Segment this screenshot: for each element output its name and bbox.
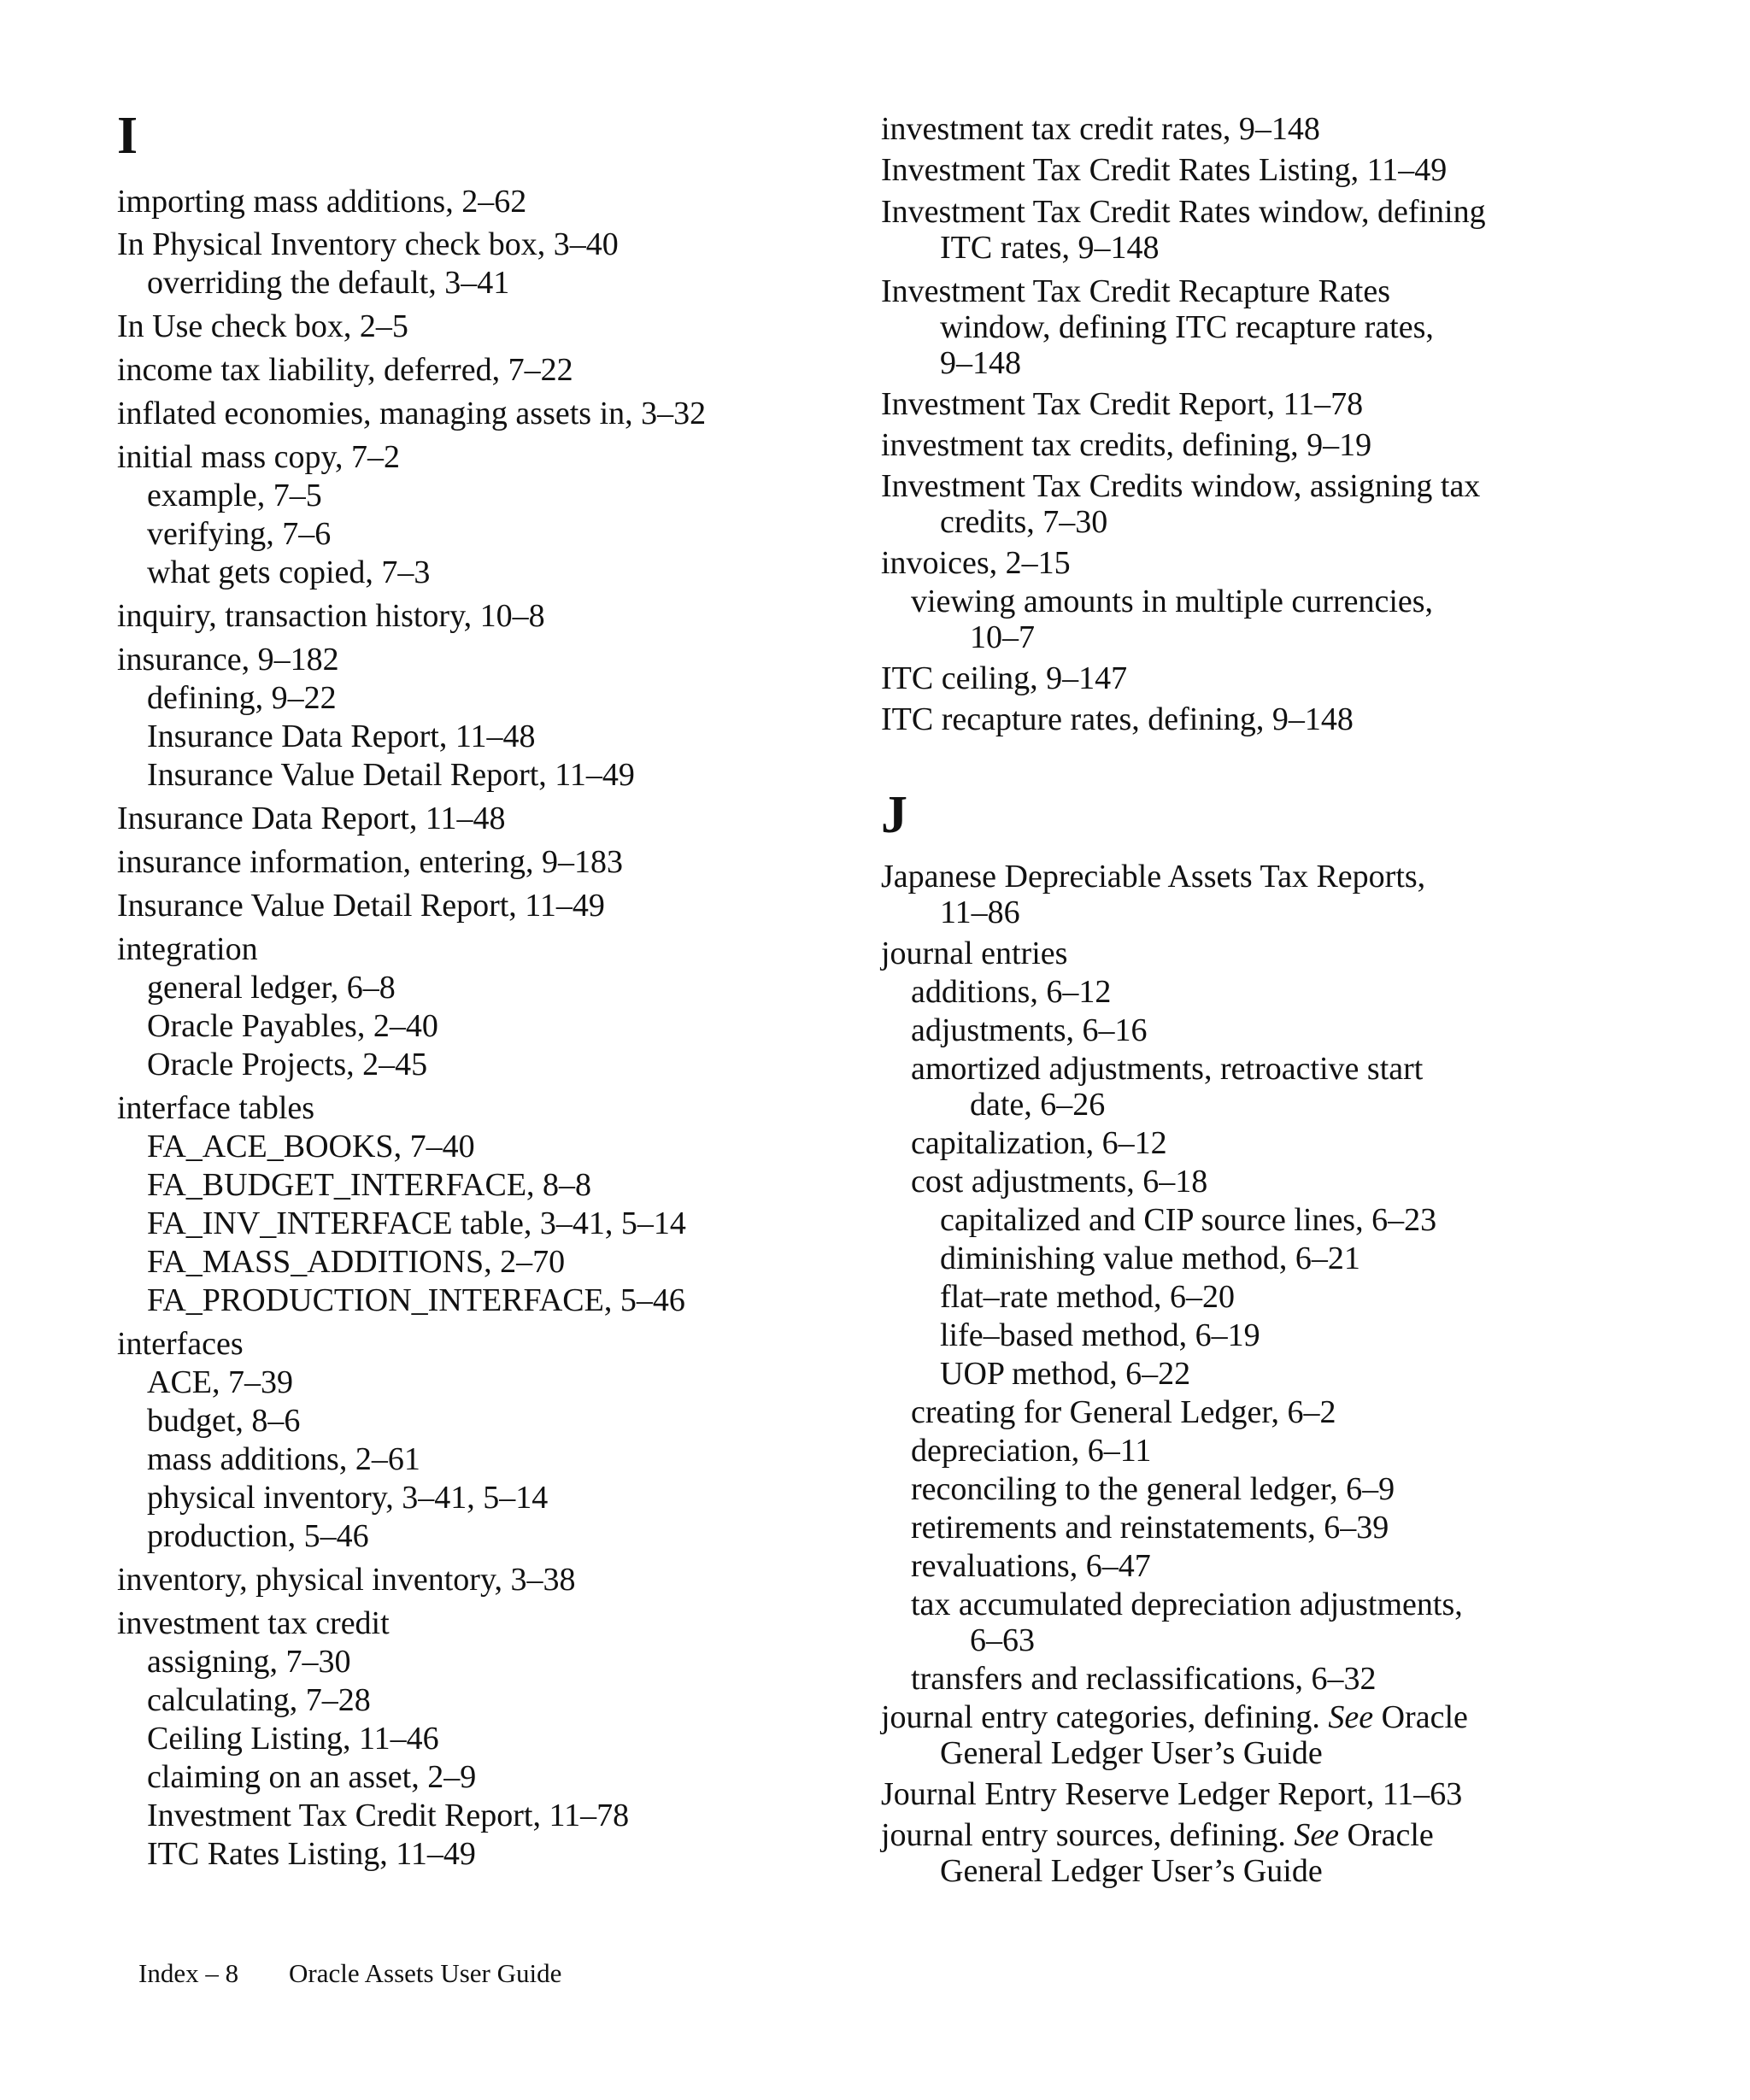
index-entry: interface tables [117, 1090, 315, 1126]
index-entry: In Use check box, 2–5 [117, 308, 408, 344]
index-subentry: verifying, 7–6 [147, 516, 332, 552]
index-subentry: depreciation, 6–11 [911, 1433, 1152, 1469]
index-subentry: tax accumulated depreciation adjustments, [911, 1587, 1463, 1622]
index-subentry: window, defining ITC recapture rates, [940, 309, 1434, 345]
section-heading: I [117, 107, 138, 165]
index-subentry: General Ledger User’s Guide [940, 1853, 1323, 1889]
index-entry: Insurance Value Detail Report, 11–49 [117, 888, 605, 924]
index-subentry: viewing amounts in multiple currencies, [911, 584, 1434, 619]
index-entry: ITC recapture rates, defining, 9–148 [881, 701, 1354, 737]
index-subentry: ACE, 7–39 [147, 1364, 293, 1400]
index-entry: investment tax credit rates, 9–148 [881, 111, 1320, 147]
index-subentry: calculating, 7–28 [147, 1682, 371, 1718]
index-subentry: mass additions, 2–61 [147, 1441, 420, 1477]
index-subentry: production, 5–46 [147, 1518, 369, 1554]
index-subentry: diminishing value method, 6–21 [940, 1241, 1360, 1276]
index-entry: Investment Tax Credit Rates window, defining [881, 194, 1486, 230]
index-subentry: flat–rate method, 6–20 [940, 1279, 1236, 1315]
index-entry: income tax liability, deferred, 7–22 [117, 352, 573, 388]
index-entry: Investment Tax Credit Recapture Rates [881, 273, 1391, 309]
index-subentry: FA_PRODUCTION_INTERFACE, 5–46 [147, 1282, 685, 1318]
index-entry: inquiry, transaction history, 10–8 [117, 598, 545, 634]
index-entry: initial mass copy, 7–2 [117, 439, 401, 475]
index-entry: inflated economies, managing assets in, 3–32 [117, 396, 707, 431]
index-subentry: cost adjustments, 6–18 [911, 1164, 1208, 1200]
index-subentry: date, 6–26 [970, 1087, 1106, 1123]
index-entry: insurance information, entering, 9–183 [117, 844, 624, 880]
index-entry: journal entry sources, defining. See Oracle [881, 1817, 1434, 1853]
index-entry: inventory, physical inventory, 3–38 [117, 1562, 576, 1598]
index-entry: importing mass additions, 2–62 [117, 184, 527, 220]
index-subentry: revaluations, 6–47 [911, 1548, 1151, 1584]
index-subentry: General Ledger User’s Guide [940, 1735, 1323, 1771]
section-heading: J [881, 786, 907, 844]
index-entry: interfaces [117, 1326, 244, 1362]
index-subentry: 10–7 [970, 619, 1035, 655]
index-subentry: overriding the default, 3–41 [147, 265, 510, 301]
index-subentry: 11–86 [940, 895, 1020, 930]
index-subentry: life–based method, 6–19 [940, 1317, 1260, 1353]
index-subentry: transfers and reclassifications, 6–32 [911, 1661, 1377, 1697]
index-subentry: 6–63 [970, 1622, 1035, 1658]
index-entry: Japanese Depreciable Assets Tax Reports, [881, 859, 1426, 895]
index-entry: invoices, 2–15 [881, 545, 1071, 581]
index-subentry: 9–148 [940, 345, 1021, 381]
index-subentry: budget, 8–6 [147, 1403, 301, 1439]
index-entry: insurance, 9–182 [117, 642, 339, 678]
index-entry: investment tax credits, defining, 9–19 [881, 427, 1372, 463]
index-subentry: Insurance Data Report, 11–48 [147, 719, 536, 754]
index-entry: Journal Entry Reserve Ledger Report, 11–63 [881, 1776, 1463, 1812]
index-subentry: FA_INV_INTERFACE table, 3–41, 5–14 [147, 1205, 686, 1241]
index-subentry: Ceiling Listing, 11–46 [147, 1721, 439, 1757]
index-subentry: example, 7–5 [147, 478, 322, 513]
index-subentry: claiming on an asset, 2–9 [147, 1759, 477, 1795]
index-subentry: capitalization, 6–12 [911, 1125, 1167, 1161]
index-subentry: Oracle Payables, 2–40 [147, 1008, 438, 1044]
index-subentry: creating for General Ledger, 6–2 [911, 1394, 1336, 1430]
index-subentry: Oracle Projects, 2–45 [147, 1047, 428, 1082]
index-subentry: assigning, 7–30 [147, 1644, 351, 1680]
index-subentry: adjustments, 6–16 [911, 1012, 1148, 1048]
index-subentry: defining, 9–22 [147, 680, 337, 716]
index-entry: integration [117, 931, 258, 967]
index-subentry: credits, 7–30 [940, 504, 1108, 540]
index-entry: investment tax credit [117, 1605, 390, 1641]
index-entry: In Physical Inventory check box, 3–40 [117, 226, 619, 262]
index-subentry: what gets copied, 7–3 [147, 554, 431, 590]
index-entry: Investment Tax Credit Report, 11–78 [881, 386, 1364, 422]
index-subentry: UOP method, 6–22 [940, 1356, 1191, 1392]
index-entry: journal entries [881, 936, 1068, 971]
index-subentry: retirements and reinstatements, 6–39 [911, 1510, 1389, 1546]
index-entry: journal entry categories, defining. See Oracle [881, 1699, 1468, 1735]
index-subentry: ITC rates, 9–148 [940, 230, 1160, 266]
index-subentry: general ledger, 6–8 [147, 970, 396, 1006]
footer-page-label: Index – 8 [138, 1958, 239, 1988]
footer-book-title: Oracle Assets User Guide [289, 1958, 562, 1988]
index-subentry: physical inventory, 3–41, 5–14 [147, 1480, 549, 1516]
index-subentry: FA_ACE_BOOKS, 7–40 [147, 1129, 475, 1164]
index-subentry: amortized adjustments, retroactive start [911, 1051, 1424, 1087]
index-subentry: FA_BUDGET_INTERFACE, 8–8 [147, 1167, 592, 1203]
index-subentry: FA_MASS_ADDITIONS, 2–70 [147, 1244, 566, 1280]
index-entry: ITC ceiling, 9–147 [881, 660, 1128, 696]
index-subentry: ITC Rates Listing, 11–49 [147, 1836, 476, 1872]
index-subentry: additions, 6–12 [911, 974, 1112, 1010]
index-entry: Investment Tax Credits window, assigning tax [881, 468, 1481, 504]
index-subentry: capitalized and CIP source lines, 6–23 [940, 1202, 1437, 1238]
index-entry: Insurance Data Report, 11–48 [117, 801, 506, 836]
index-entry: Investment Tax Credit Rates Listing, 11–49 [881, 152, 1448, 188]
index-subentry: Insurance Value Detail Report, 11–49 [147, 757, 635, 793]
index-subentry: reconciling to the general ledger, 6–9 [911, 1471, 1395, 1507]
index-subentry: Investment Tax Credit Report, 11–78 [147, 1798, 630, 1833]
